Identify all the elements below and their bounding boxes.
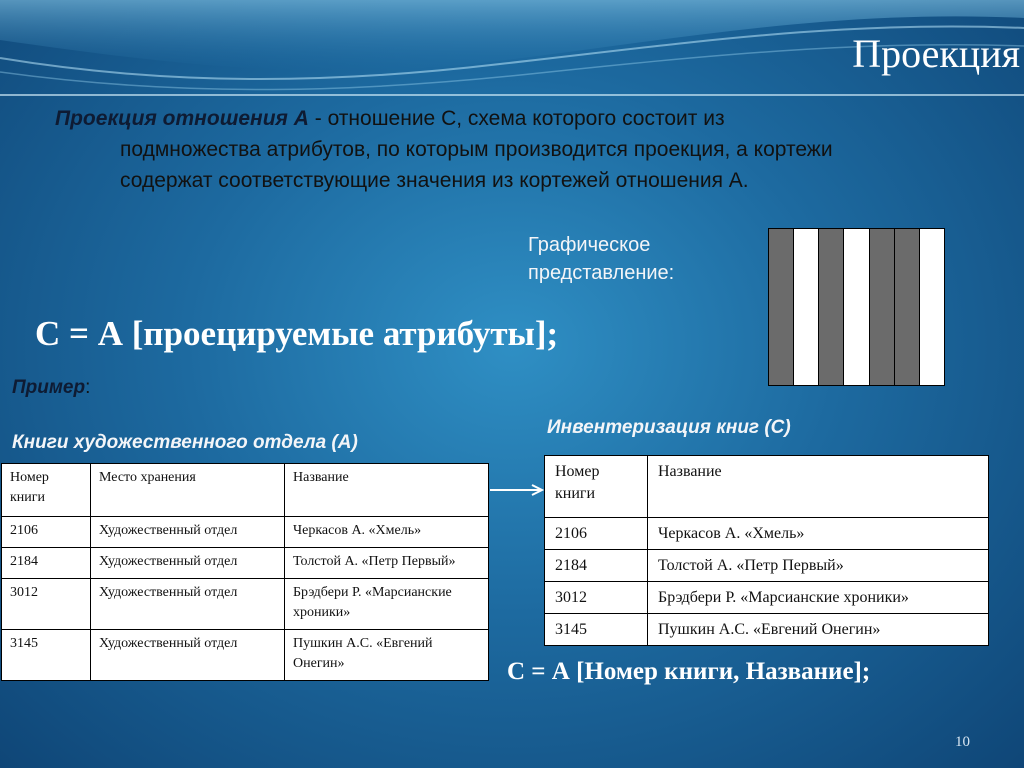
table-a-cell: Художественный отдел [91, 630, 285, 681]
table-c-header-row [545, 456, 989, 518]
table-c-cell: Черкасов А. «Хмель» [648, 518, 989, 550]
example-label: Пример [12, 377, 86, 398]
graphic-representation-label: Графическое представление: [528, 234, 675, 284]
definition-line-2: подмножества атрибутов, по которым производится проекция, а кортежи [120, 138, 833, 161]
stripe-gray [769, 229, 794, 385]
table-a-header-cell: Место хранения [91, 464, 285, 517]
table-c-cell: 3012 [545, 582, 648, 614]
arrow-right-icon [490, 482, 546, 498]
table-c-cell: 2184 [545, 550, 648, 582]
table-a-cell: Художественный отдел [91, 517, 285, 548]
table-c-row [545, 550, 989, 582]
table-c-cell: Пушкин А.С. «Евгений Онегин» [648, 614, 989, 646]
table-c-header-cell: Название [648, 456, 989, 518]
projection-formula: С = А [проецируемые атрибуты]; [35, 314, 559, 353]
definition-lead: Проекция отношения А [55, 107, 309, 130]
page-number: 10 [955, 734, 970, 750]
table-c-row [545, 614, 989, 646]
table-a-cell: 2106 [2, 517, 91, 548]
table-a-cell: Художественный отдел [91, 548, 285, 579]
table-a [1, 463, 489, 681]
stripe-gray [870, 229, 895, 385]
table-a-row [2, 517, 489, 548]
table-c-row [545, 582, 989, 614]
result-formula: С = А [Номер книги, Название]; [507, 658, 871, 685]
table-a-caption: Книги художественного отдела (А) [12, 432, 358, 453]
stripe-gray [819, 229, 844, 385]
stripe-gray [895, 229, 920, 385]
stripe-white [920, 229, 944, 385]
table-c [544, 455, 989, 646]
definition-line-3: содержат соответствующие значения из кортежей отношения А. [120, 169, 749, 192]
slide-title: Проекция [852, 31, 1020, 76]
table-a-cell: Художественный отдел [91, 579, 285, 630]
table-a-header-cell: Номер книги [2, 464, 91, 517]
graphic-representation-stripes [768, 228, 945, 386]
table-c-caption: Инвентеризация книг (С) [547, 417, 791, 438]
stripe-white [794, 229, 819, 385]
table-a-row [2, 579, 489, 630]
example-colon: : [85, 377, 91, 398]
definition-line-1: - отношение С, схема которого состоит из [308, 107, 725, 130]
table-a-cell: 3145 [2, 630, 91, 681]
table-c-row [545, 518, 989, 550]
table-c-cell: 2106 [545, 518, 648, 550]
table-a-header-cell: Название [285, 464, 489, 517]
table-a-cell: Брэдбери Р. «Марсианские хроники» [285, 579, 489, 630]
stripe-white [844, 229, 869, 385]
table-c-cell: Толстой А. «Петр Первый» [648, 550, 989, 582]
table-a-header-row [2, 464, 489, 517]
table-c-header-cell: Номер книги [545, 456, 648, 518]
table-a-cell: Пушкин А.С. «Евгений Онегин» [285, 630, 489, 681]
table-a-cell: Толстой А. «Петр Первый» [285, 548, 489, 579]
table-a-row [2, 630, 489, 681]
table-a-row [2, 548, 489, 579]
table-c-cell: 3145 [545, 614, 648, 646]
example-heading [12, 377, 90, 399]
table-a-cell: 3012 [2, 579, 91, 630]
table-c-cell: Брэдбери Р. «Марсианские хроники» [648, 582, 989, 614]
table-a-cell: 2184 [2, 548, 91, 579]
table-a-cell: Черкасов А. «Хмель» [285, 517, 489, 548]
definition-text [55, 103, 975, 196]
